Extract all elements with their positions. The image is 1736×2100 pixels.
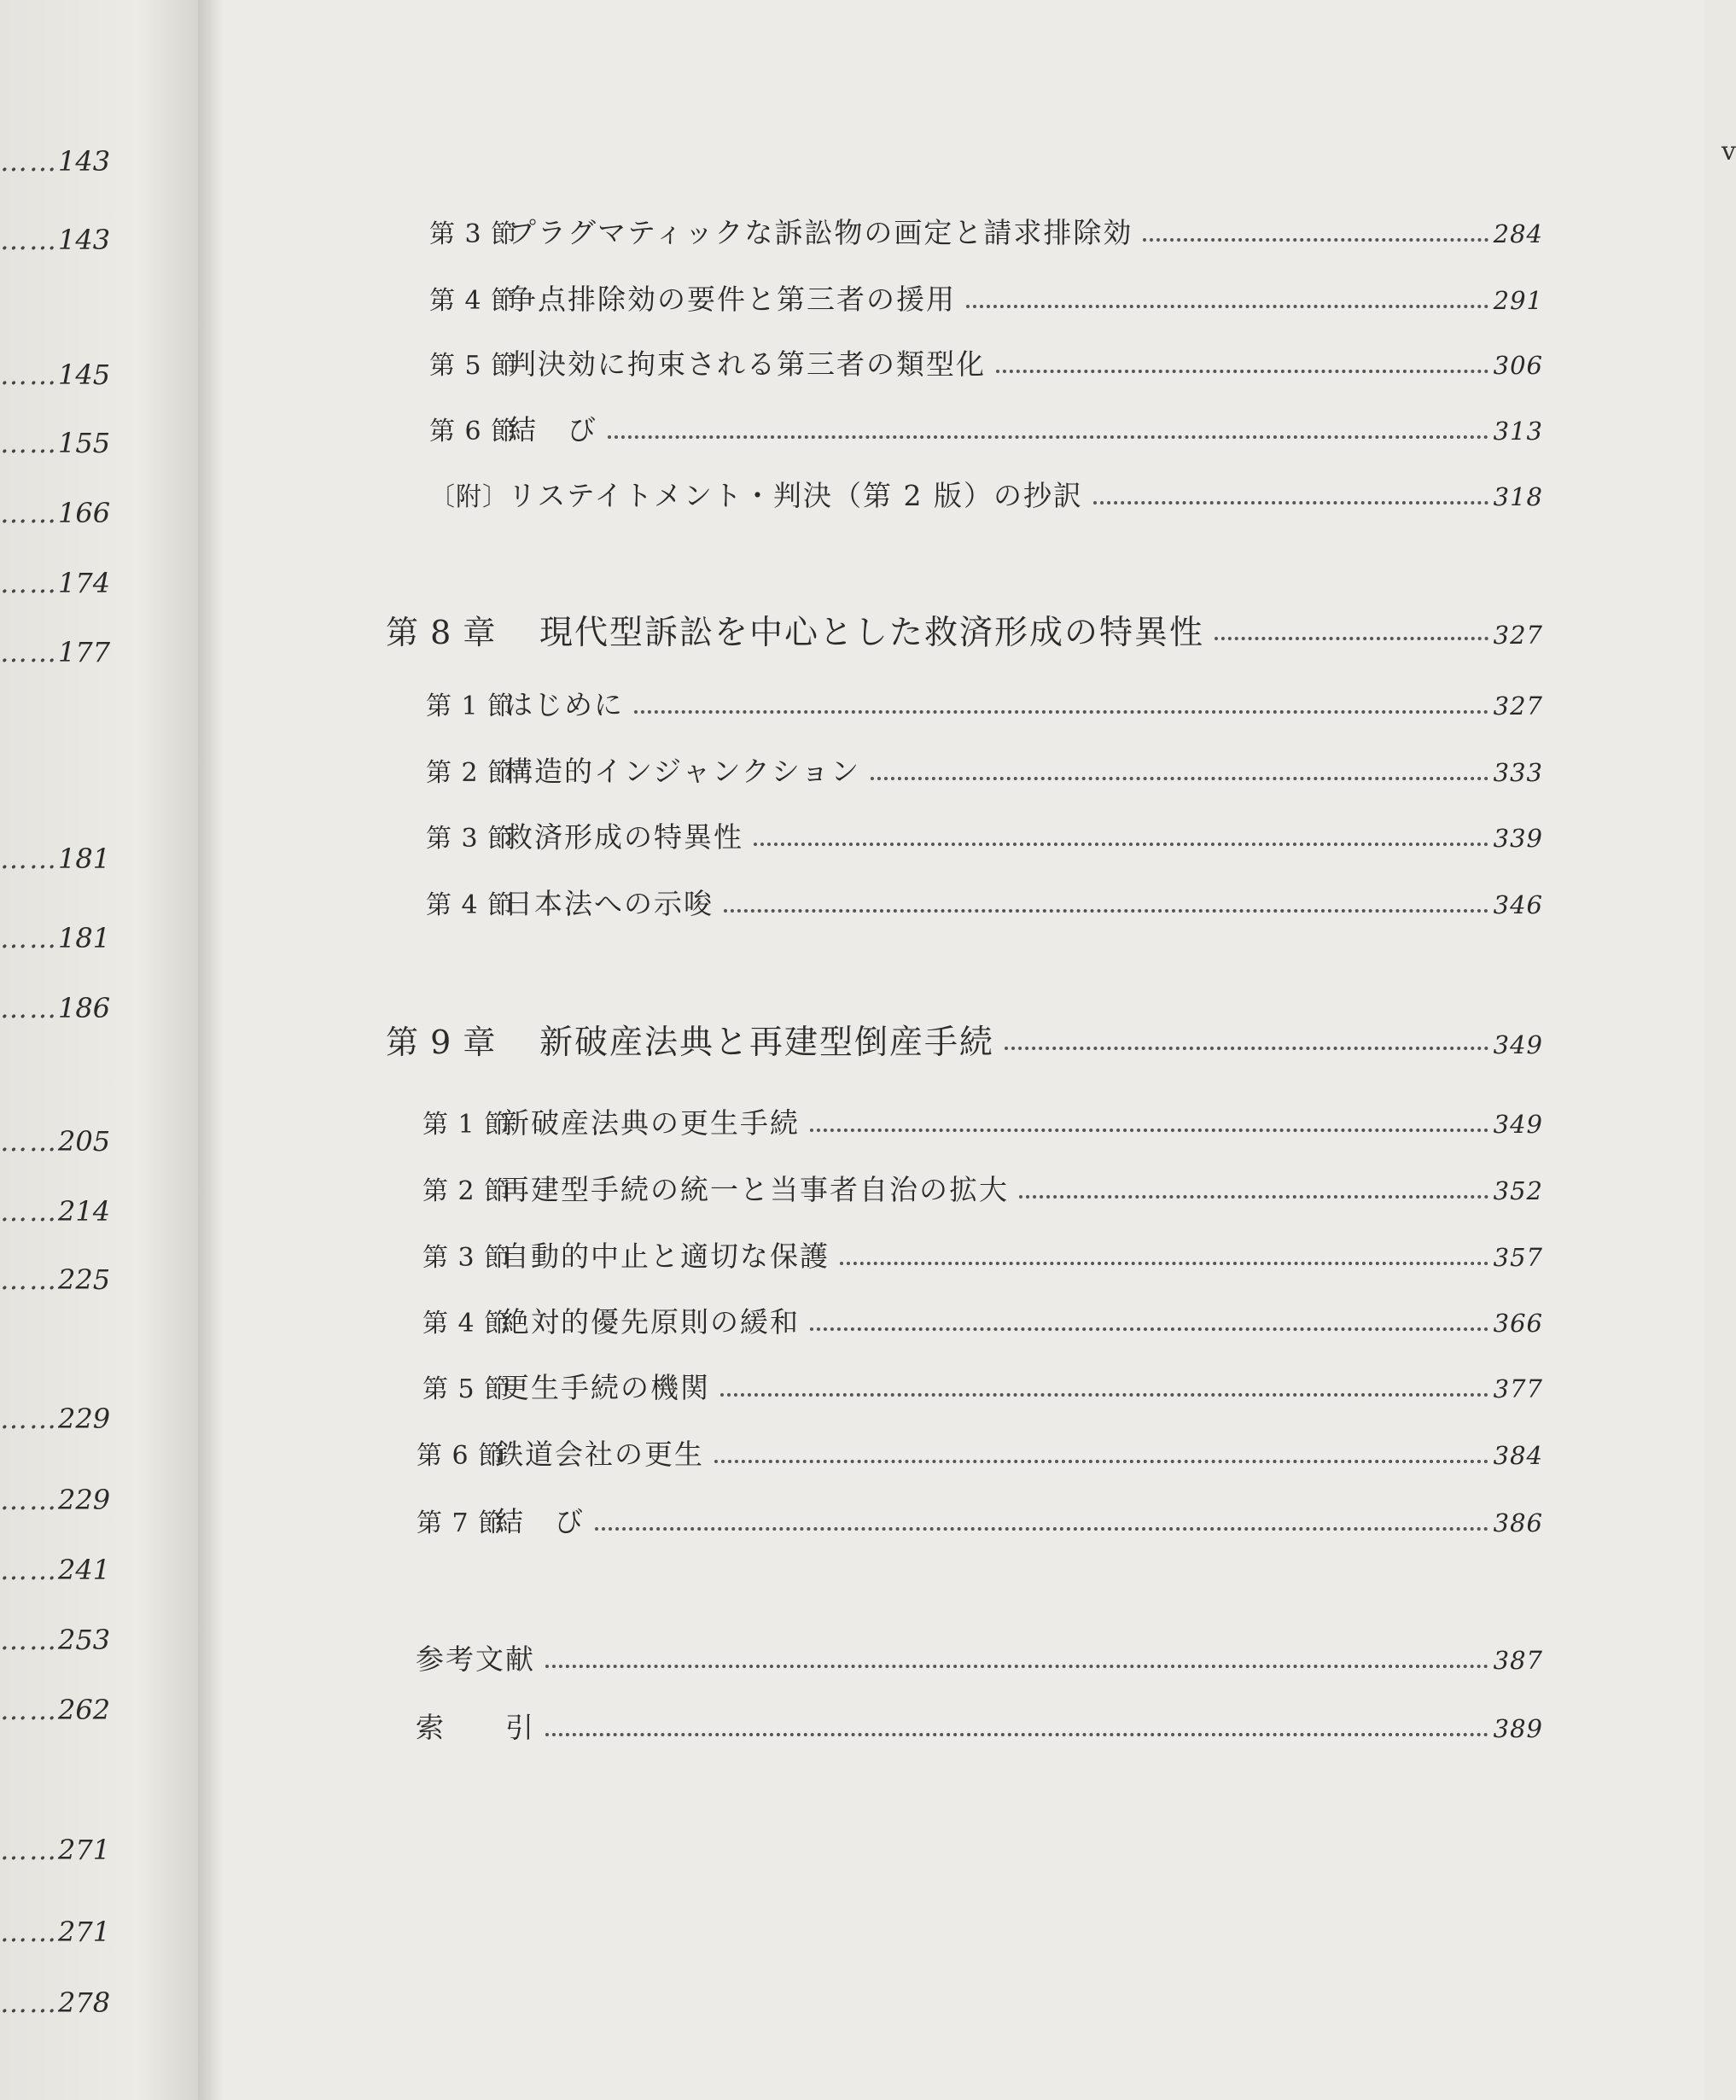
left-page-number: ……241 (0, 1554, 111, 1586)
toc-title: はじめに (504, 688, 624, 721)
toc-section (422, 1168, 1543, 1208)
toc-page-number: 377 (1493, 1374, 1543, 1403)
toc-page-number: 357 (1493, 1243, 1543, 1272)
leader-dots (1005, 1047, 1488, 1050)
toc-number: 第 5 節 (429, 351, 518, 381)
left-page-number: ……225 (0, 1263, 111, 1296)
toc-number: 第 4 節 (426, 890, 515, 920)
toc-title: リステイトメント・判決（第 2 版）の抄訳 (508, 479, 1084, 512)
left-page-number: ……155 (0, 427, 111, 459)
toc-number: 第 5 節 (422, 1374, 511, 1404)
toc-page-number: 291 (1493, 286, 1543, 315)
leader-dots (966, 305, 1488, 308)
toc-title: 結 び (508, 413, 597, 446)
toc-title: 現代型訴訟を中心とした救済形成の特異性 (539, 614, 1205, 652)
left-page-number: ……271 (0, 1834, 111, 1866)
toc-number: 第 3 節 (429, 219, 518, 249)
left-page-number: ……143 (0, 224, 111, 256)
left-page-number: ……278 (0, 1986, 111, 2019)
toc-title: 新破産法典の更生手続 (501, 1106, 800, 1140)
toc-section (429, 474, 1543, 514)
toc-section (417, 1500, 1543, 1540)
toc-title: 判決効に拘束される第三者の類型化 (508, 347, 986, 381)
toc-title: プラグマティックな訴訟物の画定と請求排除効 (508, 216, 1133, 249)
left-page-number: ……271 (0, 1916, 111, 1948)
toc-section (422, 1366, 1543, 1406)
leader-dots (810, 1129, 1488, 1132)
toc-section (429, 342, 1543, 382)
toc-backmatter (416, 1706, 1543, 1746)
toc-title: 構造的インジャンクション (504, 755, 861, 788)
left-page-number: ……262 (0, 1694, 111, 1726)
toc-section (429, 408, 1543, 448)
leader-dots (608, 435, 1488, 439)
toc-page-number: 352 (1493, 1176, 1543, 1205)
toc-number: 第 6 節 (429, 417, 518, 446)
left-page-number: ……177 (0, 636, 111, 668)
leader-dots (1019, 1195, 1488, 1199)
leader-dots (754, 843, 1488, 846)
toc-title: 争点排除効の要件と第三者の援用 (508, 283, 956, 316)
left-page-number: ……145 (0, 359, 111, 391)
toc-title: 日本法への示唆 (504, 887, 714, 920)
toc-number: 第 3 節 (426, 824, 515, 854)
toc-number: 第 1 節 (422, 1110, 511, 1140)
leader-dots (634, 710, 1488, 714)
leader-dots (810, 1327, 1488, 1331)
left-page-number: ……166 (0, 497, 111, 529)
leader-dots (545, 1665, 1488, 1668)
toc-title: 救済形成の特異性 (504, 820, 743, 854)
left-page-number: ……214 (0, 1195, 111, 1228)
toc-section (426, 815, 1543, 855)
left-page-number: ……229 (0, 1484, 111, 1516)
toc-title: 結 び (495, 1505, 585, 1538)
left-page-number: ……229 (0, 1403, 111, 1435)
toc-page-number: 384 (1493, 1441, 1543, 1470)
toc-number: 第 6 節 (417, 1441, 505, 1471)
toc-backmatter (416, 1637, 1543, 1677)
left-page-number: ……181 (0, 843, 111, 875)
toc-title: 鉄道会社の更生 (495, 1438, 704, 1471)
leader-dots (714, 1460, 1488, 1463)
left-page-number: ……181 (0, 922, 111, 954)
toc-page-number: 327 (1493, 691, 1543, 720)
book-gutter (198, 0, 224, 2100)
toc-section (429, 211, 1543, 251)
leader-dots (871, 777, 1488, 780)
leader-dots (595, 1527, 1488, 1531)
toc-page-number: 327 (1493, 621, 1543, 650)
toc-title: 新破産法典と再建型倒産手続 (539, 1024, 995, 1062)
toc-page-number: 306 (1493, 351, 1543, 380)
left-page-number: ……174 (0, 567, 111, 599)
toc-page-number: 349 (1493, 1030, 1543, 1059)
toc-page-number: 386 (1493, 1508, 1543, 1537)
left-page-number: ……143 (0, 145, 111, 178)
leader-dots (996, 370, 1488, 373)
toc-title: 自動的中止と適切な保護 (501, 1240, 830, 1273)
toc-number: 第 4 節 (422, 1309, 511, 1339)
previous-page (0, 0, 198, 2100)
toc-number: 第 3 節 (422, 1243, 511, 1273)
leader-dots (1215, 637, 1488, 640)
leader-dots (840, 1262, 1488, 1265)
toc-number: 第 4 節 (429, 286, 518, 316)
toc-number: 〔附〕 (429, 482, 509, 512)
leader-dots (1143, 238, 1488, 242)
toc-page-number: 366 (1493, 1309, 1543, 1338)
toc-page-number: 333 (1493, 758, 1543, 787)
leader-dots (724, 909, 1488, 913)
toc-title: 再建型手続の統一と当事者自治の拡大 (501, 1173, 1009, 1206)
toc-number: 第 7 節 (417, 1508, 505, 1538)
toc-page-number: 346 (1493, 890, 1543, 919)
toc-page-number: 284 (1493, 219, 1543, 248)
left-page-number: ……205 (0, 1125, 111, 1158)
toc-number: 第 1 節 (426, 691, 515, 721)
toc-chapter (386, 1016, 1543, 1064)
toc-section (422, 1101, 1543, 1141)
toc-section (422, 1234, 1543, 1275)
toc-title: 索 引 (416, 1711, 535, 1744)
toc-title: 絶対的優先原則の緩和 (501, 1305, 800, 1339)
toc-section (417, 1432, 1543, 1473)
left-page-number: ……186 (0, 992, 111, 1024)
toc-number: 第 8 章 (386, 614, 497, 651)
toc-page-number: 313 (1493, 417, 1543, 446)
toc-page-number: 389 (1493, 1714, 1543, 1743)
left-page-number: ……253 (0, 1624, 111, 1656)
toc-page-number: 318 (1493, 482, 1543, 511)
leader-dots (1093, 501, 1488, 505)
toc-section (426, 882, 1543, 922)
toc-section (426, 683, 1543, 723)
toc-number: 第 2 節 (426, 758, 515, 788)
toc-page-number: 339 (1493, 824, 1543, 853)
leader-dots (545, 1733, 1488, 1736)
toc-number: 第 9 章 (386, 1024, 497, 1061)
toc-page-number: 349 (1493, 1110, 1543, 1139)
toc-section (426, 750, 1543, 790)
page-folio: v (1721, 137, 1736, 166)
leader-dots (720, 1393, 1488, 1397)
toc-page-number: 387 (1493, 1646, 1543, 1675)
toc-section (429, 277, 1543, 318)
toc-title: 参考文献 (416, 1642, 535, 1676)
toc-chapter (386, 606, 1543, 654)
toc-title: 更生手続の機関 (501, 1371, 710, 1404)
toc-number: 第 2 節 (422, 1176, 511, 1206)
toc-section (422, 1300, 1543, 1340)
